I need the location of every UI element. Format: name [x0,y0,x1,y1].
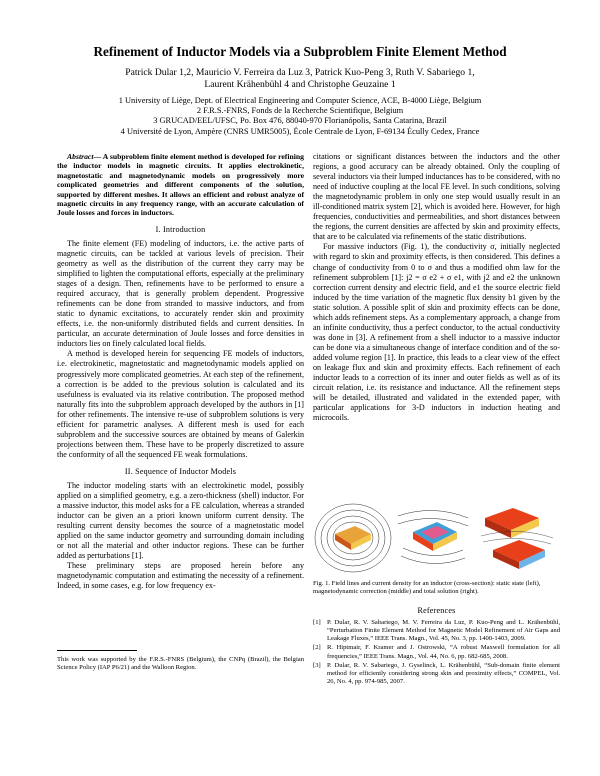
abstract [57,152,304,218]
footnote: This work was supported by the F.R.S.-FNRS (Belgium), the CNPq (Brazil), the Belgian Science Policy (IAP P6/21) and the Walloon Region. [57,656,304,672]
affiliation-3: 3 GRUCAD/EEL/UFSC, Po. Box 476, 88040-970 Florianópolis, Santa Catarina, Brazil [153,116,447,126]
paragraph: For massive inductors (Fig. 1), the conductivity σ, initially neglected with regard to skin and proximity effects, is then considered. This defines a change of conductivity from 0 to σ and thus a modified ohm law for the refinement subproblem [1]: j2 = σ e2 + σ e1, with j2 and e2 the unknown correction current density and electric field, and e1 the source electric field induced by the time variation of the magnetic flux density b1 given by the static solution. A possible split of skin and proximity effects can be done, which adds refinement steps. As a complementary approach, a change from an infinite conductivity, thus a perfect conductor, to the actual conductivity was done in [3]. A refinement from a shell inductor to a massive inductor can be done via a simultaneous change of interface condition and of the so-added volume region [1]. In practice, this leads to a clear view of the effect on leakage flux and skin and proximity effects. Each refinement of each inductor leads to a correction of its inner and outer fields as well as of its circuit relation, i.e. its resistance and inductance. All the refinement steps will be detailed, illustrated and validated in the extended paper, with particular applications for 3-D inductors in induction heating and microcoils. [313,242,560,423]
reference-text: P. Dular, R. V. Sabariego, M. V. Ferreira da Luz, P. Kuo-Peng and L. Krähenbühl, “Perturbation Finite Element Method for Magnetic Model Refinement of Air Gaps and Leakage Fluxes,” IEEE Trans. Magn., Vol. 45, No. 3, pp. 1400-1403, 2009. [327,619,560,643]
paragraph: The inductor modeling starts with an electrokinetic model, possibly applied on a simplified geometry, e.g. a zero-thickness (shell) inductor. For a massive inductor, this model asks for a FE calculation, whereas a stranded inductor can be given an a priori known uniform current density. The resulting current density becomes the source of a magnetostatic model applied on the same inductor geometry and surrounding domain including or not all the material and other inductor regions. These can be further added as perturbations [1]. [57,480,304,561]
reference-item [313,644,560,660]
figure-1-image [313,496,560,576]
paragraph: A method is developed herein for sequencing FE models of inductors, i.e. electrokinetic, magnetostatic and magnetodynamic models applied on progressively more complicated geometries. At each step of the refinement, a correction is be added to the previous solution is calculated and its usefulness is evaluated via its relative contribution. The proposed method naturally fits into the subproblem approach developed by the authors in [1] for other refinements. The intensive re-use of subproblem solutions is very efficient for parametric analyses. A different mesh is used for each subproblem and the successive sources are obtained by means of Galerkin projections between them. These have to be properly discretized to assure the conformity of all the sequenced FE weak formulations. [57,349,304,459]
left-column [57,152,304,591]
references-heading: References [417,606,456,615]
abstract-label: Abstract [67,152,94,161]
paper-title: Refinement of Inductor Models via a Subproblem Finite Element Method [93,44,507,59]
reference-text: R. Hiptmair, F. Kramer and J. Ostrowski, “A robust Maxwell formulation for all frequencies,” IEEE Trans. Magn., Vol. 44, No. 6, pp. 682-685, 2008. [327,644,560,660]
affiliations [40,96,560,137]
footnote-rule [57,650,137,651]
reference-item [313,662,560,686]
static-state-panel [315,504,391,572]
total-solution-panel [481,508,553,569]
paragraph: These preliminary steps are proposed herein before any magnetodynamic computation and estimating the necessity of a refinement. Indeed, in some cases, e.g. for low frequency ex- [57,561,304,591]
affiliation-4: 4 Université de Lyon, Ampère (CNRS UMR5005), École Centrale de Lyon, F-69134 Écully Cedex, France [120,126,480,136]
reference-number: [2] [313,644,321,652]
section-heading-sequence: II. Sequence of Inductor Models [124,466,237,476]
paragraph: The finite element (FE) modeling of inductors, i.e. the active parts of magnetic circuits, can be tackled at various levels of precision. Their geometry as well as the distribution of the current they carry may be simplified to lighten the computational efforts, especially at the preliminary stages of a design. Then, refinements have to be performed to ensure a required accuracy, that is generally problem dependent. Progressive refinements can be done from stranded to massive inductors, and from static to dynamic excitations, to accurately render skin and proximity effects, i.e. the non-uniformly distributed fields and current densities. In particular, an accurate determination of Joule losses and force densities in inductors lies on finely calculated local fields. [57,238,304,349]
right-column [313,152,560,423]
reference-list [313,619,560,687]
affiliation-2: 2 F.R.S.-FNRS, Fonds de la Recherche Scientifique, Belgium [196,106,404,116]
reference-number: [1] [313,619,321,626]
magnetodynamic-correction-panel [398,510,468,563]
reference-item [313,619,560,643]
reference-text: P. Dular, R. V. Sabariego, J. Gyselinck, L. Krähenbühl, “Sub-domain finite element method for efficiently considering strong skin and proximity effects,” COMPEL, Vol. 26, No. 4, pp. 974-985, 2007. [327,661,560,686]
author-list [40,67,560,91]
author-line-2: Laurent Krähenbühl 4 and Christophe Geuzaine 1 [204,79,396,90]
abstract-text: — A subproblem finite element method is developed for refining the inductor models in magnetic circuits. It applies electrokinetic, magnetostatic and magnetodynamic models on progressively more complicated geometries and different components of the solution, supported by different meshes. It allows an efficient and robust analyze of magnetic circuits in any frequency range, with an accurate calculation of Joule losses and forces in inductors. [57,152,304,218]
figure-caption: Fig. 1. Field lines and current density for an inductor (cross-section): static state (left), magnetodynamic correction (middle) and total solution (right). [313,580,541,596]
affiliation-1: 1 University of Liège, Dept. of Electrical Engineering and Computer Science, ACE, B-4000 Liège, Belgium [118,96,482,105]
reference-number: [3] [313,661,321,669]
paragraph: citations or significant distances between the inductors and the other regions, a good accuracy can be already obtained. Only the coupling of several inductors via their lumped inductances has to be considered, with no need of inductive coupling at the local FE level. In such conditions, solving the magnetodynamic problem in only one step would usually result in an ill-conditioned matrix system [2], which is avoided here. However, for high frequencies, conductivities and permeabilities, and short distances between the regions, the current densities are affected by skin and proximity effects, that are to be calculated via refinements of the static distributions. [313,152,560,242]
section-heading-introduction: I. Introduction [155,224,206,234]
author-line-1: Patrick Dular 1,2, Mauricio V. Ferreira da Luz 3, Patrick Kuo-Peng 3, Ruth V. Sabariego 1, [125,67,475,78]
